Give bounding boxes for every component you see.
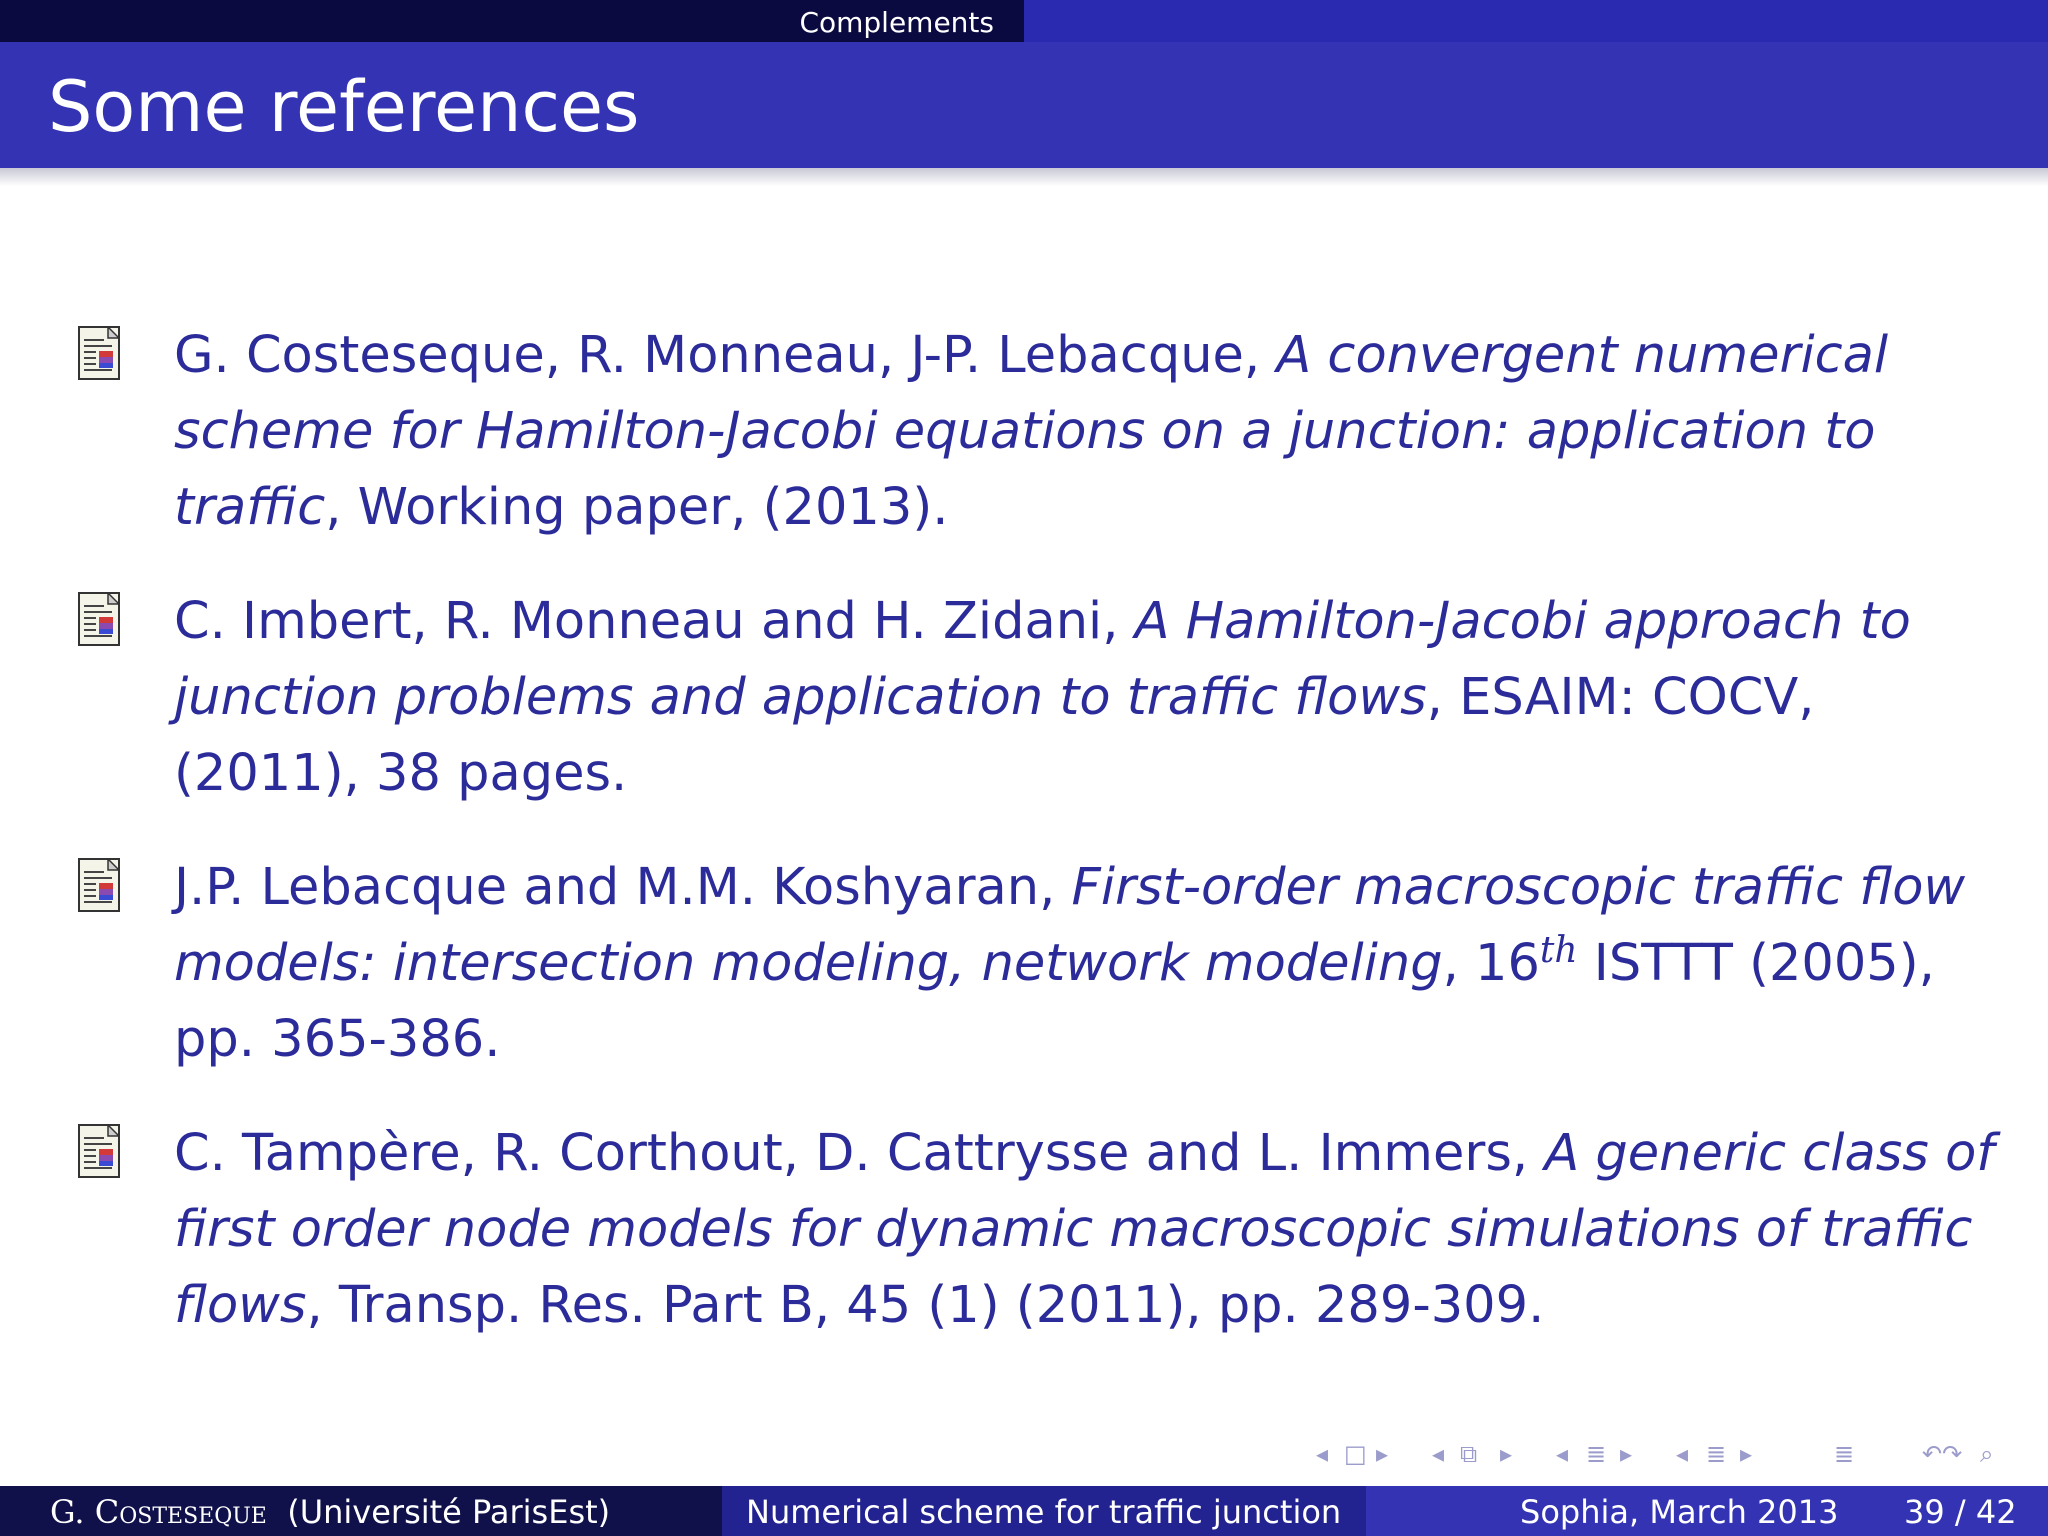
- article-icon: [78, 592, 120, 646]
- search-icon[interactable]: ⌕: [1980, 1440, 1994, 1468]
- navigation-symbols: [1310, 1440, 2030, 1476]
- section-icon[interactable]: ≣: [1706, 1440, 1727, 1468]
- reference-text: [174, 318, 2004, 546]
- reference-details-prefix: , 16: [1442, 934, 1540, 993]
- footer-author: [50, 1493, 610, 1531]
- reference-title: First-order macroscopic traffic flow models: intersection modeling, network modeling: [174, 858, 1966, 993]
- article-icon: [78, 1124, 120, 1178]
- title-bar: [0, 42, 2048, 168]
- reference-text: [174, 850, 2004, 1078]
- next-section-icon[interactable]: ▸: [1740, 1440, 1753, 1468]
- section-nav-bar: [0, 0, 2048, 42]
- footer-info-box: [1366, 1486, 2048, 1536]
- prev-section-icon[interactable]: ◂: [1676, 1440, 1689, 1468]
- article-icon: [78, 326, 120, 380]
- reference-title: A Hamilton-Jacobi approach to junction problems and application to traffic flows: [174, 592, 1911, 727]
- next-slide-icon[interactable]: ▸: [1376, 1440, 1389, 1468]
- reference-authors: C. Tampère, R. Corthout, D. Cattrysse and L. Immers,: [174, 1124, 1545, 1183]
- footer-venue: Sophia, March 2013: [1520, 1493, 1839, 1531]
- footer-author-box: [0, 1486, 722, 1536]
- undo-search-icon[interactable]: ↶↷: [1922, 1440, 1963, 1468]
- reference-authors: J.P. Lebacque and M.M. Koshyaran,: [174, 858, 1072, 917]
- reference-details: , Transp. Res. Part B, 45 (1) (2011), pp. 289-309.: [306, 1276, 1545, 1335]
- page-number: 39 / 42: [1904, 1493, 2017, 1531]
- section-nav-right: [1024, 0, 2048, 42]
- slide-icon[interactable]: □: [1344, 1440, 1367, 1468]
- slide-title: Some references: [48, 66, 640, 148]
- reference-details: ISTTT (2005), pp. 365-386.: [174, 934, 1935, 1069]
- footer-title-box: [722, 1486, 1366, 1536]
- reference-title: A generic class of first order node models for dynamic macroscopic simulations of traffic flows: [174, 1124, 1995, 1335]
- author-name: G. Costeseque: [50, 1493, 267, 1531]
- footer: [0, 1486, 2048, 1536]
- frame-icon[interactable]: ⧉: [1460, 1440, 1478, 1468]
- reference-details: , ESAIM: COCV, (2011), 38 pages.: [174, 668, 1815, 803]
- article-icon: [78, 858, 120, 912]
- prev-subsection-icon[interactable]: ◂: [1556, 1440, 1569, 1468]
- document-icon[interactable]: ≣: [1834, 1440, 1855, 1468]
- reference-superscript: th: [1539, 930, 1578, 971]
- reference-details: , Working paper, (2013).: [325, 478, 949, 537]
- reference-authors: C. Imbert, R. Monneau and H. Zidani,: [174, 592, 1135, 651]
- reference-authors: G. Costeseque, R. Monneau, J-P. Lebacque,: [174, 326, 1277, 385]
- section-nav-left: [0, 0, 1024, 42]
- footer-talk-title: Numerical scheme for traffic junction: [746, 1493, 1342, 1531]
- reference-text: [174, 1116, 2004, 1344]
- prev-frame-icon[interactable]: ◂: [1432, 1440, 1445, 1468]
- section-label[interactable]: Complements: [799, 6, 994, 39]
- reference-title: A convergent numerical scheme for Hamilton-Jacobi equations on a junction: application to traffic: [174, 326, 1889, 537]
- next-subsection-icon[interactable]: ▸: [1620, 1440, 1633, 1468]
- next-frame-icon[interactable]: ▸: [1500, 1440, 1513, 1468]
- title-shadow: [0, 168, 2048, 186]
- subsection-icon[interactable]: ≣: [1586, 1440, 1607, 1468]
- author-affiliation: (Université ParisEst): [287, 1493, 611, 1531]
- reference-text: [174, 584, 2004, 812]
- prev-slide-icon[interactable]: ◂: [1316, 1440, 1329, 1468]
